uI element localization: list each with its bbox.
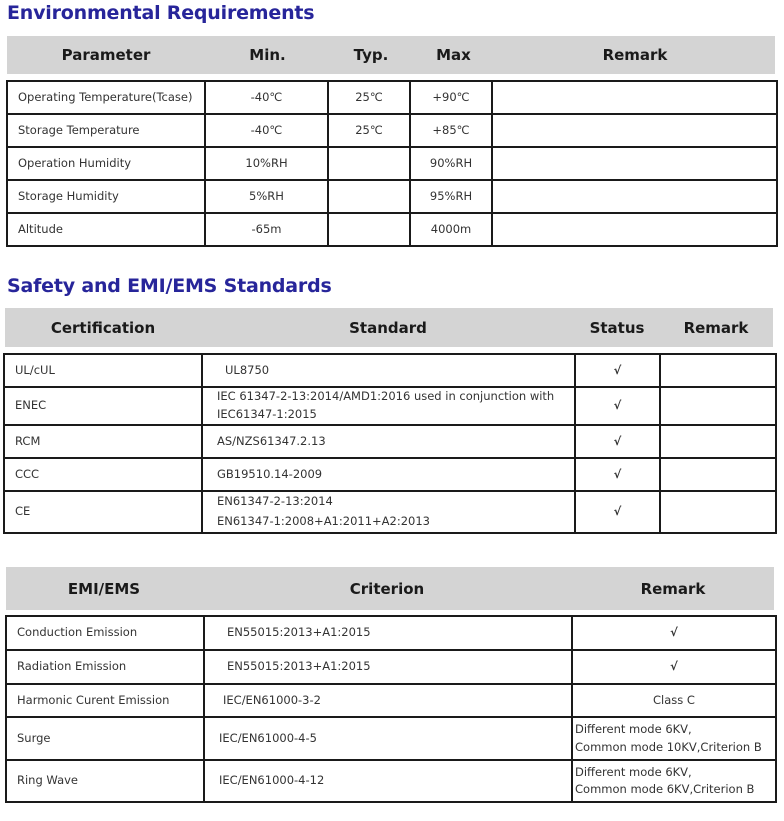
- table-row: [6, 616, 776, 650]
- cell-min: 10%RH: [205, 147, 328, 180]
- header-standard: Standard: [349, 318, 427, 337]
- cell-parameter: Storage Temperature: [7, 114, 205, 147]
- environmental-table: [6, 80, 778, 247]
- cell-item: Surge: [6, 717, 204, 760]
- remark-line: Different mode 6KV,: [575, 764, 692, 779]
- environmental-header: [7, 36, 775, 74]
- cell-min: -40℃: [205, 81, 328, 114]
- cell-remark: [660, 354, 776, 387]
- cell-standard: [202, 458, 575, 491]
- cell-standard: [202, 354, 575, 387]
- cell-standard: [202, 425, 575, 458]
- remark-line: Common mode 6KV,Criterion B: [575, 782, 755, 796]
- safety-title: Safety and EMI/EMS Standards: [7, 275, 332, 297]
- cell-parameter: Operation Humidity: [7, 147, 205, 180]
- remark-line: Different mode 6KV,: [575, 722, 692, 737]
- cell-parameter: Storage Humidity: [7, 180, 205, 213]
- cell-min: -65m: [205, 213, 328, 246]
- header-remark: Remark: [683, 318, 749, 337]
- table-row: [7, 213, 777, 246]
- standard-line: UL8750: [225, 362, 270, 377]
- header-emi-ems: EMI/EMS: [67, 579, 141, 598]
- status-check-icon: √: [575, 425, 660, 458]
- cell-typ: 25℃: [328, 81, 410, 114]
- cell-remark: [492, 114, 777, 147]
- cell-criterion: EN55015:2013+A1:2015: [204, 650, 572, 684]
- header-parameter: Parameter: [61, 46, 151, 64]
- table-row: [6, 760, 776, 802]
- remark-check-icon: √: [572, 616, 776, 650]
- cell-remark: [660, 458, 776, 491]
- cell-typ: [328, 147, 410, 180]
- table-row: [6, 650, 776, 684]
- cell-remark: [660, 491, 776, 533]
- status-check-icon: √: [575, 387, 660, 425]
- table-row: [6, 717, 776, 760]
- cell-remark: [572, 717, 776, 760]
- header-min: Min.: [249, 46, 286, 64]
- standard-line: IEC 61347-2-13:2014/AMD1:2016 used in conjunction with: [217, 389, 555, 404]
- standard-line: EN61347-2-13:2014: [217, 494, 333, 509]
- cell-max: 95%RH: [410, 180, 492, 213]
- header-max: Max: [436, 46, 471, 64]
- standard-line: EN61347-1:2008+A1:2011+A2:2013: [217, 514, 430, 528]
- table-row: [7, 114, 777, 147]
- cell-certification: ENEC: [4, 387, 202, 425]
- table-row: [6, 684, 776, 717]
- table-row: [4, 354, 776, 387]
- cell-max: 90%RH: [410, 147, 492, 180]
- cell-certification: CCC: [4, 458, 202, 491]
- standard-line: GB19510.14-2009: [217, 466, 323, 481]
- status-check-icon: √: [575, 458, 660, 491]
- cell-min: -40℃: [205, 114, 328, 147]
- cell-max: +90℃: [410, 81, 492, 114]
- cell-standard: [202, 491, 575, 533]
- table-row: [7, 180, 777, 213]
- status-check-icon: √: [575, 354, 660, 387]
- cell-min: 5%RH: [205, 180, 328, 213]
- cell-typ: 25℃: [328, 114, 410, 147]
- emi-header: [6, 567, 774, 610]
- cell-remark: [492, 213, 777, 246]
- header-certification: Certification: [50, 318, 156, 337]
- remark-line: Common mode 10KV,Criterion B: [575, 739, 762, 754]
- environmental-title: Environmental Requirements: [7, 2, 315, 24]
- cell-remark: Class C: [572, 684, 776, 717]
- table-row: [4, 458, 776, 491]
- cell-remark: [492, 147, 777, 180]
- cell-item: Ring Wave: [6, 760, 204, 802]
- cell-item: Conduction Emission: [6, 616, 204, 650]
- cell-max: 4000m: [410, 213, 492, 246]
- table-row: [4, 425, 776, 458]
- table-row: [7, 147, 777, 180]
- cell-remark: [660, 387, 776, 425]
- header-typ: Typ.: [353, 46, 389, 64]
- cell-remark: [572, 760, 776, 802]
- table-row: [4, 387, 776, 425]
- cell-item: Radiation Emission: [6, 650, 204, 684]
- cell-max: +85℃: [410, 114, 492, 147]
- cell-criterion: IEC/EN61000-4-12: [204, 760, 572, 802]
- cell-criterion: IEC/EN61000-4-5: [204, 717, 572, 760]
- safety-header: [5, 308, 773, 347]
- cell-typ: [328, 213, 410, 246]
- cell-criterion: IEC/EN61000-3-2: [204, 684, 572, 717]
- cell-certification: UL/cUL: [4, 354, 202, 387]
- cell-remark: [492, 180, 777, 213]
- header-criterion: Criterion: [349, 579, 425, 598]
- cell-remark: [660, 425, 776, 458]
- cell-item: Harmonic Curent Emission: [6, 684, 204, 717]
- status-check-icon: √: [575, 491, 660, 533]
- cell-certification: CE: [4, 491, 202, 533]
- standard-line: AS/NZS61347.2.13: [217, 433, 326, 448]
- header-status: Status: [589, 318, 645, 337]
- cell-criterion: EN55015:2013+A1:2015: [204, 616, 572, 650]
- emi-table: [5, 615, 777, 803]
- header-remark: Remark: [640, 579, 706, 598]
- cell-certification: RCM: [4, 425, 202, 458]
- cell-parameter: Altitude: [7, 213, 205, 246]
- table-row: [7, 81, 777, 114]
- cell-remark: [492, 81, 777, 114]
- safety-table: [3, 353, 777, 534]
- cell-typ: [328, 180, 410, 213]
- standard-line: IEC61347-1:2015: [217, 407, 317, 421]
- table-row: [4, 491, 776, 533]
- remark-check-icon: √: [572, 650, 776, 684]
- cell-parameter: Operating Temperature(Tcase): [7, 81, 205, 114]
- cell-standard: [202, 387, 575, 425]
- header-remark: Remark: [602, 46, 668, 64]
